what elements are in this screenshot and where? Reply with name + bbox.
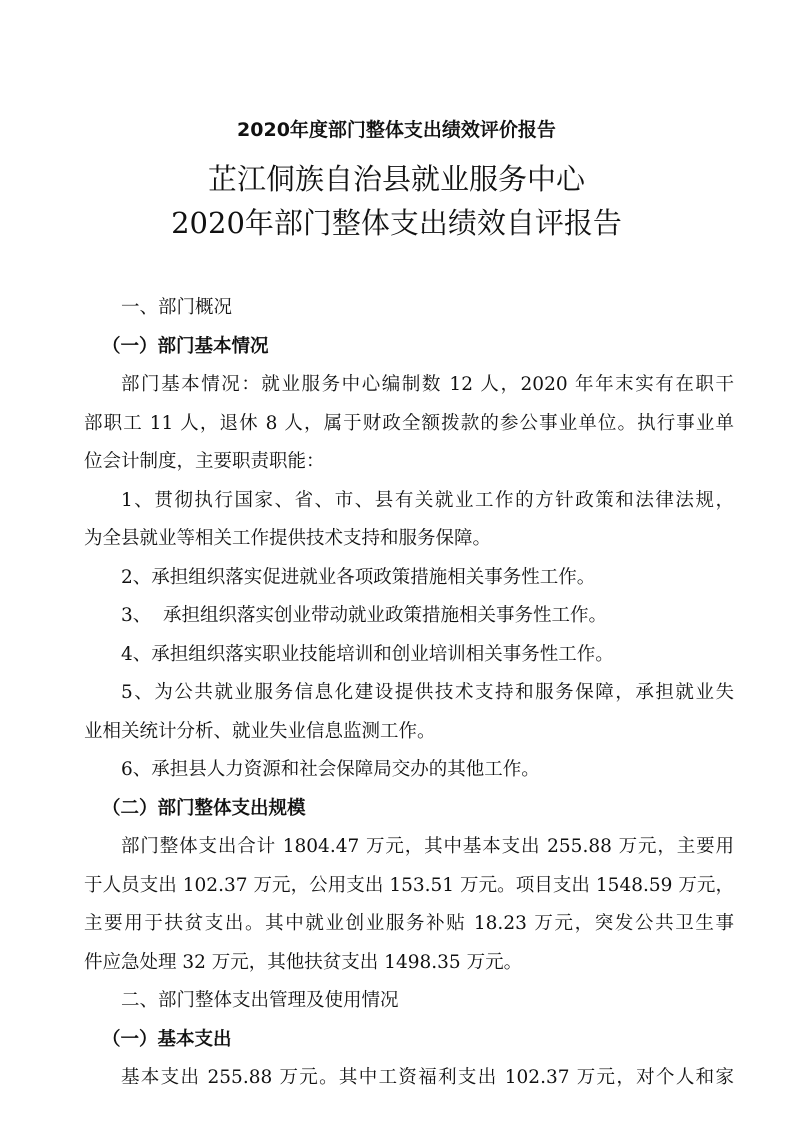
title-line-1: 芷江侗族自治县就业服务中心 (207, 162, 585, 196)
duty-item-6: 6、承担县人力资源和社会保障局交办的其他工作。 (121, 759, 540, 780)
duty-item-2: 2、承担组织落实促进就业各项政策措施相关事务性工作。 (121, 566, 596, 588)
paragraph-line: 主要用于扶贫支出。其中就业创业服务补贴 18.23 万元，突发公共卫生事 (84, 913, 734, 934)
duty-item-5-line: 业相关统计分析、就业失业信息监测工作。 (84, 720, 436, 742)
title-line-2: 2020年部门整体支出绩效自评报告 (171, 206, 622, 240)
paragraph-line: 位会计制度，主要职责职能： (84, 451, 325, 472)
paragraph-line: 基本支出 255.88 万元。其中工资福利支出 102.37 万元，对个人和家 (121, 1067, 734, 1088)
duty-item-1-line: 1、贯彻执行国家、省、市、县有关就业工作的方针政策和法律法规， (121, 489, 734, 511)
paragraph-line: 部职工 11 人，退休 8 人，属于财政全额拨款的参公事业单位。执行事业单 (84, 412, 734, 434)
section-1-2-title: （二）部门整体支出规模 (102, 797, 306, 819)
report-heading: 2020年度部门整体支出绩效评价报告 (237, 119, 556, 141)
paragraph-line: 部门整体支出合计 1804.47 万元，其中基本支出 255.88 万元，主要用 (121, 836, 734, 857)
duty-item-4: 4、承担组织落实职业技能培训和创业培训相关事务性工作。 (121, 643, 614, 665)
section-1-1-title: （一）部门基本情况 (102, 335, 269, 357)
paragraph-line: 部门基本情况：就业服务中心编制数 12 人，2020 年年末实有在职干 (121, 374, 734, 395)
duty-item-1-line: 为全县就业等相关工作提供技术支持和服务保障。 (84, 528, 492, 549)
section-2-title: 二、部门整体支出管理及使用情况 (121, 990, 399, 1011)
duty-item-5-line: 5、为公共就业服务信息化建设提供技术支持和服务保障，承担就业失 (121, 682, 734, 703)
document-body (84, 289, 734, 1098)
paragraph-line: 件应急处理 32 万元，其他扶贫支出 1498.35 万元。 (84, 951, 523, 973)
duty-item-3: 3、 承担组织落实创业带动就业政策措施相关事务性工作。 (121, 605, 608, 626)
paragraph-line: 于人员支出 102.37 万元，公用支出 153.51 万元。项目支出 1548.59 万元， (84, 874, 734, 896)
section-1-title: 一、部门概况 (121, 297, 233, 318)
section-2-1-title: （一）基本支出 (102, 1028, 232, 1050)
